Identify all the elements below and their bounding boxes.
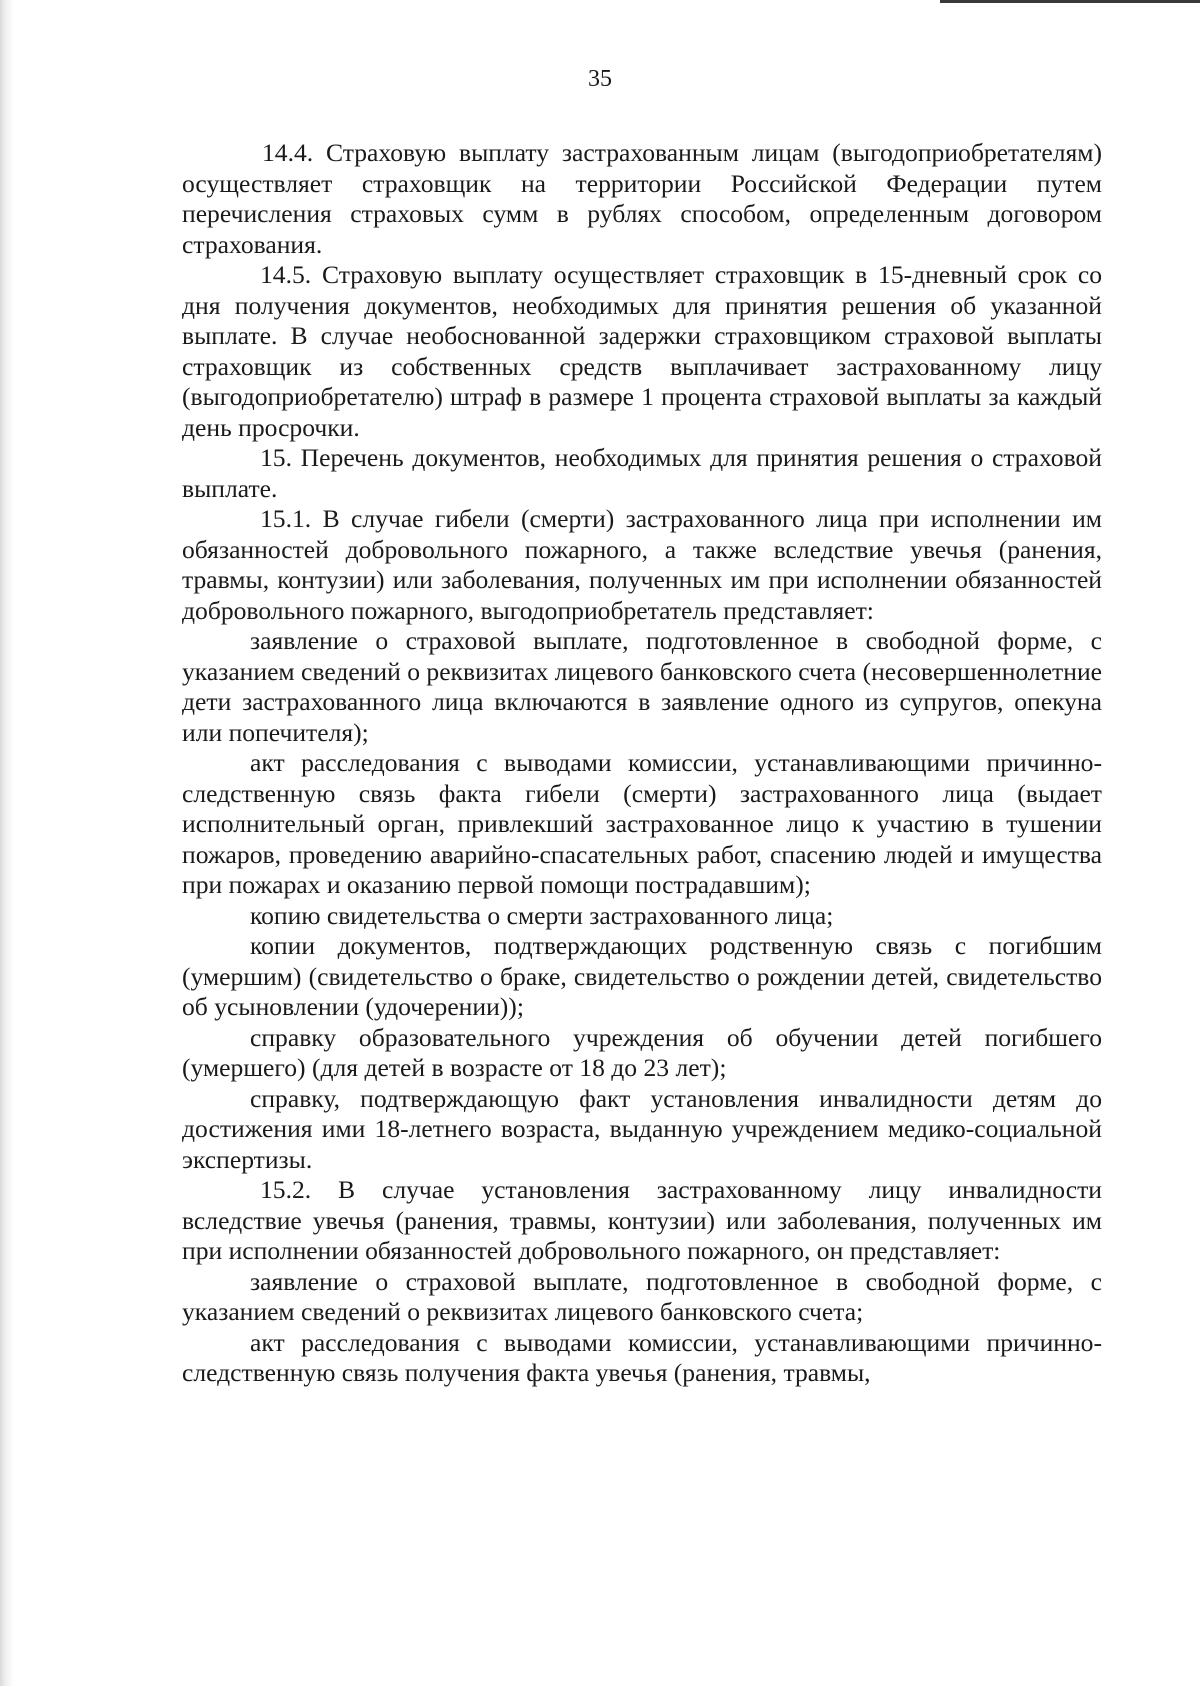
list-item-education-certificate: справку образовательного учреждения об обучении детей погибшего (умершего) (для детей в возрасте от 18 до 23 лет);	[182, 1022, 1102, 1082]
list-item-application: заявление о страховой выплате, подготовленное в свободной форме, с указанием сведений о реквизитах лицевого банковского счета (несовершеннолетние дети застрахованного лица включаются в заявление одного из супругов, опекуна или попечителя);	[182, 626, 1102, 747]
paragraph-14-4: 14.4. Страховую выплату застрахованным лицам (выгодоприобретателям) осуществляет страховщик на территории Российской Федерации путем перечисления страховых сумм в рублях способом, определенным договором страхования.	[182, 138, 1102, 259]
scan-edge	[0, 0, 14, 1686]
top-rule-line	[940, 0, 1200, 3]
paragraph-15-1: 15.1. В случае гибели (смерти) застрахованного лица при исполнении им обязанностей добровольного пожарного, а также вследствие увечья (ранения, травмы, контузии) или заболевания, полученных им при исполнении обязанностей добровольного пожарного, выгодоприобретатель представляет:	[182, 504, 1102, 625]
list-item-kinship-documents: копии документов, подтверждающих родственную связь с погибшим (умершим) (свидетельство о браке, свидетельство о рождении детей, свидетельство об усыновлении (удочерении));	[182, 931, 1102, 1021]
document-body	[182, 138, 1102, 1389]
list-item-disability-certificate: справку, подтверждающую факт установления инвалидности детям до достижения ими 18-летнего возраста, выданную учреждением медико-социальной экспертизы.	[182, 1083, 1102, 1174]
paragraph-15: 15. Перечень документов, необходимых для принятия решения о страховой выплате.	[182, 443, 1102, 503]
list-item-investigation-act: акт расследования с выводами комиссии, устанавливающими причинно-следственную связь факта гибели (смерти) застрахованного лица (выдает исполнительный орган, привлекший застрахованное лицо к участию в тушении пожаров, проведению аварийно-спасательных работ, спасению людей и имущества при пожарах и оказанию первой помощи пострадавшим);	[182, 748, 1102, 899]
paragraph-14-5: 14.5. Страховую выплату осуществляет страховщик в 15-дневный срок со дня получения документов, необходимых для принятия решения об указанной выплате. В случае необоснованной задержки страховщиком страховой выплаты страховщик из собственных средств выплачивает застрахованному лицу (выгодоприобретателю) штраф в размере 1 процента страховой выплаты за каждый день просрочки.	[182, 260, 1102, 442]
paragraph-15-2: 15.2. В случае установления застрахованному лицу инвалидности вследствие увечья (ранения, травмы, контузии) или заболевания, полученных им при исполнении обязанностей добровольного пожарного, он представляет:	[182, 1175, 1102, 1265]
page-number: 35	[588, 66, 612, 92]
list-item-death-certificate: копию свидетельства о смерти застрахованного лица;	[250, 900, 834, 930]
list-item-application-2: заявление о страховой выплате, подготовленное в свободной форме, с указанием сведений о реквизитах лицевого банковского счета;	[182, 1266, 1102, 1326]
list-item-investigation-act-2: акт расследования с выводами комиссии, устанавливающими причинно-следственную связь получения факта увечья (ранения, травмы,	[182, 1327, 1102, 1387]
